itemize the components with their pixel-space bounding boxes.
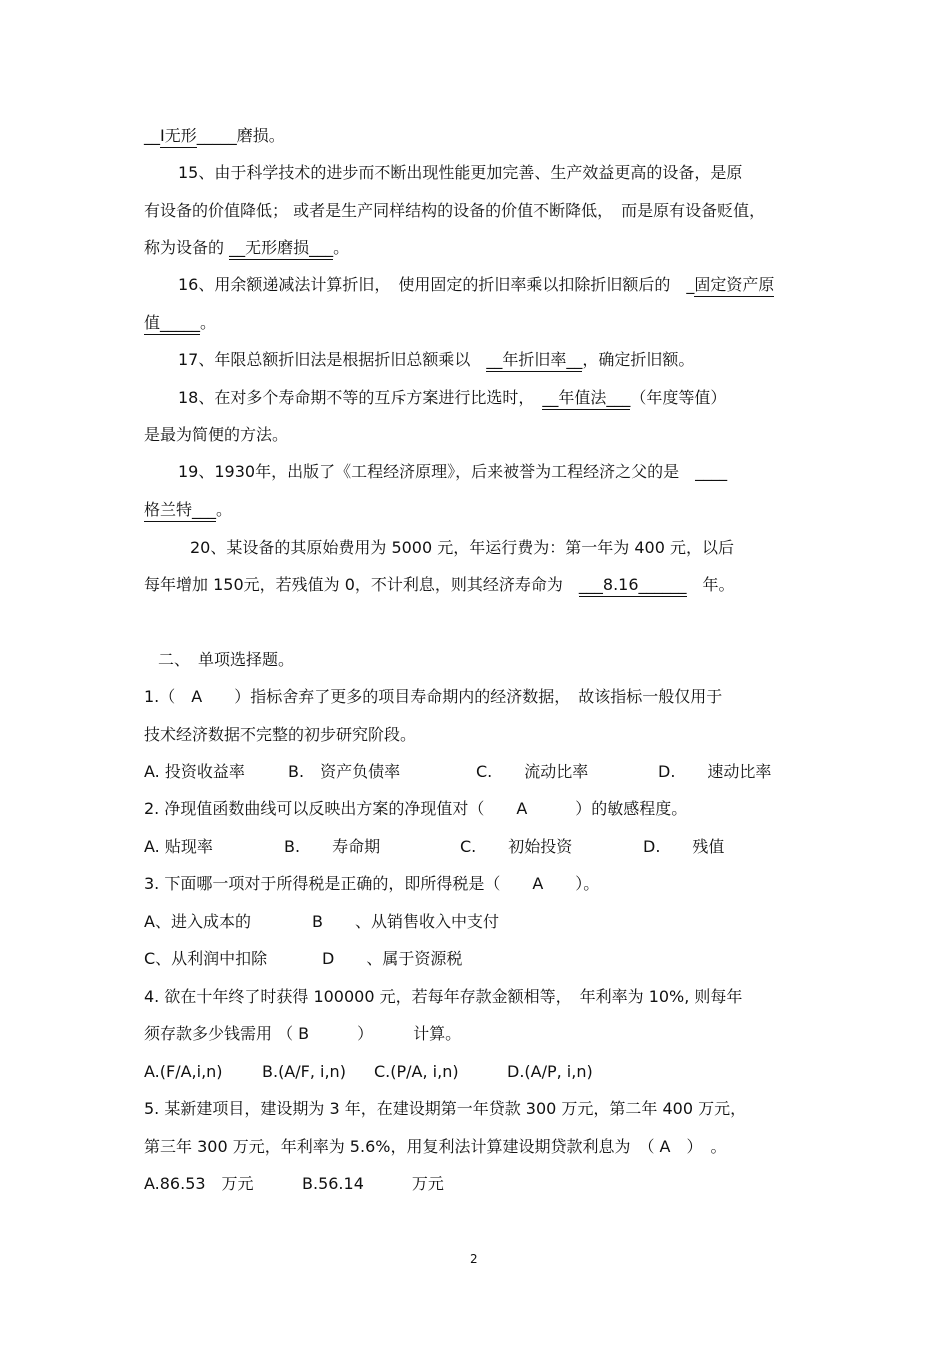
q20-post: 年。	[686, 575, 735, 594]
mc4-line1: 4. 欲在十年终了时获得 100000 元，若每年存款金额相等， 年利率为 10%, 则每年	[144, 987, 743, 1006]
mc2-stem: 2. 净现值函数曲线可以反映出方案的净现值对（ A ）的敏感程度。	[144, 799, 688, 818]
q17-post: ，确定折旧额。	[582, 350, 695, 369]
mc5-option-a: A.86.53 万元	[144, 1174, 254, 1193]
q14-pre: __	[144, 126, 160, 145]
mc4-line2: 须存款多少钱需用 （ B ） 计算。	[144, 1024, 462, 1043]
q17-answer-blank: __年折旧率__	[486, 350, 583, 369]
mc1-option-c: C. 流动比率	[476, 762, 589, 781]
mc2-option-b: B. 寿命期	[284, 837, 381, 856]
q20-line2	[144, 575, 735, 595]
mc1-option-a: A. 投资收益率	[144, 762, 245, 781]
q15-line2: 有设备的价值降低； 或者是生产同样结构的设备的价值不断降低， 而是原有设备贬值，	[144, 201, 766, 220]
q15-answer-blank: __无形磨损___	[229, 238, 334, 257]
q19-line2	[144, 500, 232, 520]
q18-post: （年度等值）	[630, 388, 727, 407]
section-heading-single-choice: 二、 单项选择题。	[158, 650, 295, 669]
mc5-line2: 第三年 300 万元，年利率为 5.6%，用复利法计算建设期贷款利息为 （ A ） 。	[144, 1137, 727, 1156]
mc2-option-c: C. 初始投资	[460, 837, 573, 856]
mc1-line1: 1.（ A ）指标舍弃了更多的项目寿命期内的经济数据， 故该指标一般仅用于	[144, 687, 723, 706]
q18-stem: 18、在对多个寿命期不等的互斥方案进行比选时，	[178, 388, 543, 407]
q15-pre: 称为设备的	[144, 238, 230, 257]
page-number: 2	[470, 1252, 478, 1266]
mc5-line1: 5. 某新建项目，建设期为 3 年，在建设期第一年贷款 300 万元，第二年 400 万元，	[144, 1099, 747, 1118]
q17-stem: 17、年限总额折旧法是根据折旧总额乘以	[178, 350, 487, 369]
mc2-option-d: D. 残值	[643, 837, 725, 856]
mc1-option-d: D. 速动比率	[658, 762, 772, 781]
q16-post: 。	[200, 313, 217, 332]
q19-post: 。	[216, 500, 233, 519]
q15-line3	[144, 238, 349, 258]
q20-stem: 每年增加 150元，若残值为 0，不计利息，则其经济寿命为	[144, 575, 579, 594]
q18-line2: 是最为简便的方法。	[144, 425, 289, 444]
mc4-option-c: C.(P/A, i,n)	[374, 1062, 459, 1081]
q16-answer-blank-part2: 值_____	[144, 313, 201, 332]
q16-line2	[144, 313, 216, 333]
mc3-stem: 3. 下面哪一项对于所得税是正确的，即所得税是（ A ）。	[144, 874, 600, 893]
q20-answer-blank: ___8.16______	[578, 575, 687, 594]
q14-post: _____磨损。	[196, 126, 285, 145]
q18-answer-blank: __年值法___	[542, 388, 631, 407]
q14-answer-blank: Ⅰ无形	[160, 126, 197, 145]
q20-line1: 20、某设备的其原始费用为 5000 元，年运行费为：第一年为 400 元，以后	[190, 538, 734, 557]
mc1-line2: 技术经济数据不完整的初步研究阶段。	[144, 725, 417, 744]
q17-line	[178, 350, 694, 370]
q15-post: 。	[333, 238, 350, 257]
q16-stem: 16、用余额递减法计算折旧， 使用固定的折旧率乘以扣除折旧额后的 _	[178, 275, 695, 294]
q16-answer-blank-part1: 固定资产原	[694, 275, 775, 294]
mc3-option-a: A、进入成本的	[144, 912, 251, 931]
mc3-option-b: B 、从销售收入中支付	[312, 912, 499, 931]
mc3-option-c: C、从利润中扣除	[144, 949, 268, 968]
mc5-option-b: B.56.14 万元	[302, 1174, 444, 1193]
q15-line1: 15、由于科学技术的进步而不断出现性能更加完善、生产效益更高的设备，是原	[178, 163, 743, 182]
q14-answer-line	[144, 126, 285, 146]
q18-line1	[178, 388, 726, 408]
q19-answer-blank: 格兰特___	[144, 500, 217, 519]
mc2-option-a: A. 贴现率	[144, 837, 213, 856]
q16-line1	[178, 275, 774, 295]
mc4-option-d: D.(A/P, i,n)	[507, 1062, 593, 1081]
mc1-option-b: B. 资产负债率	[288, 762, 401, 781]
mc4-option-a: A.(F/A,i,n)	[144, 1062, 223, 1081]
q19-line1: 19、1930年，出版了《工程经济原理》，后来被誉为工程经济之父的是 ____	[178, 462, 728, 481]
mc3-option-d: D 、属于资源税	[322, 949, 463, 968]
mc4-option-b: B.(A/F, i,n)	[262, 1062, 346, 1081]
